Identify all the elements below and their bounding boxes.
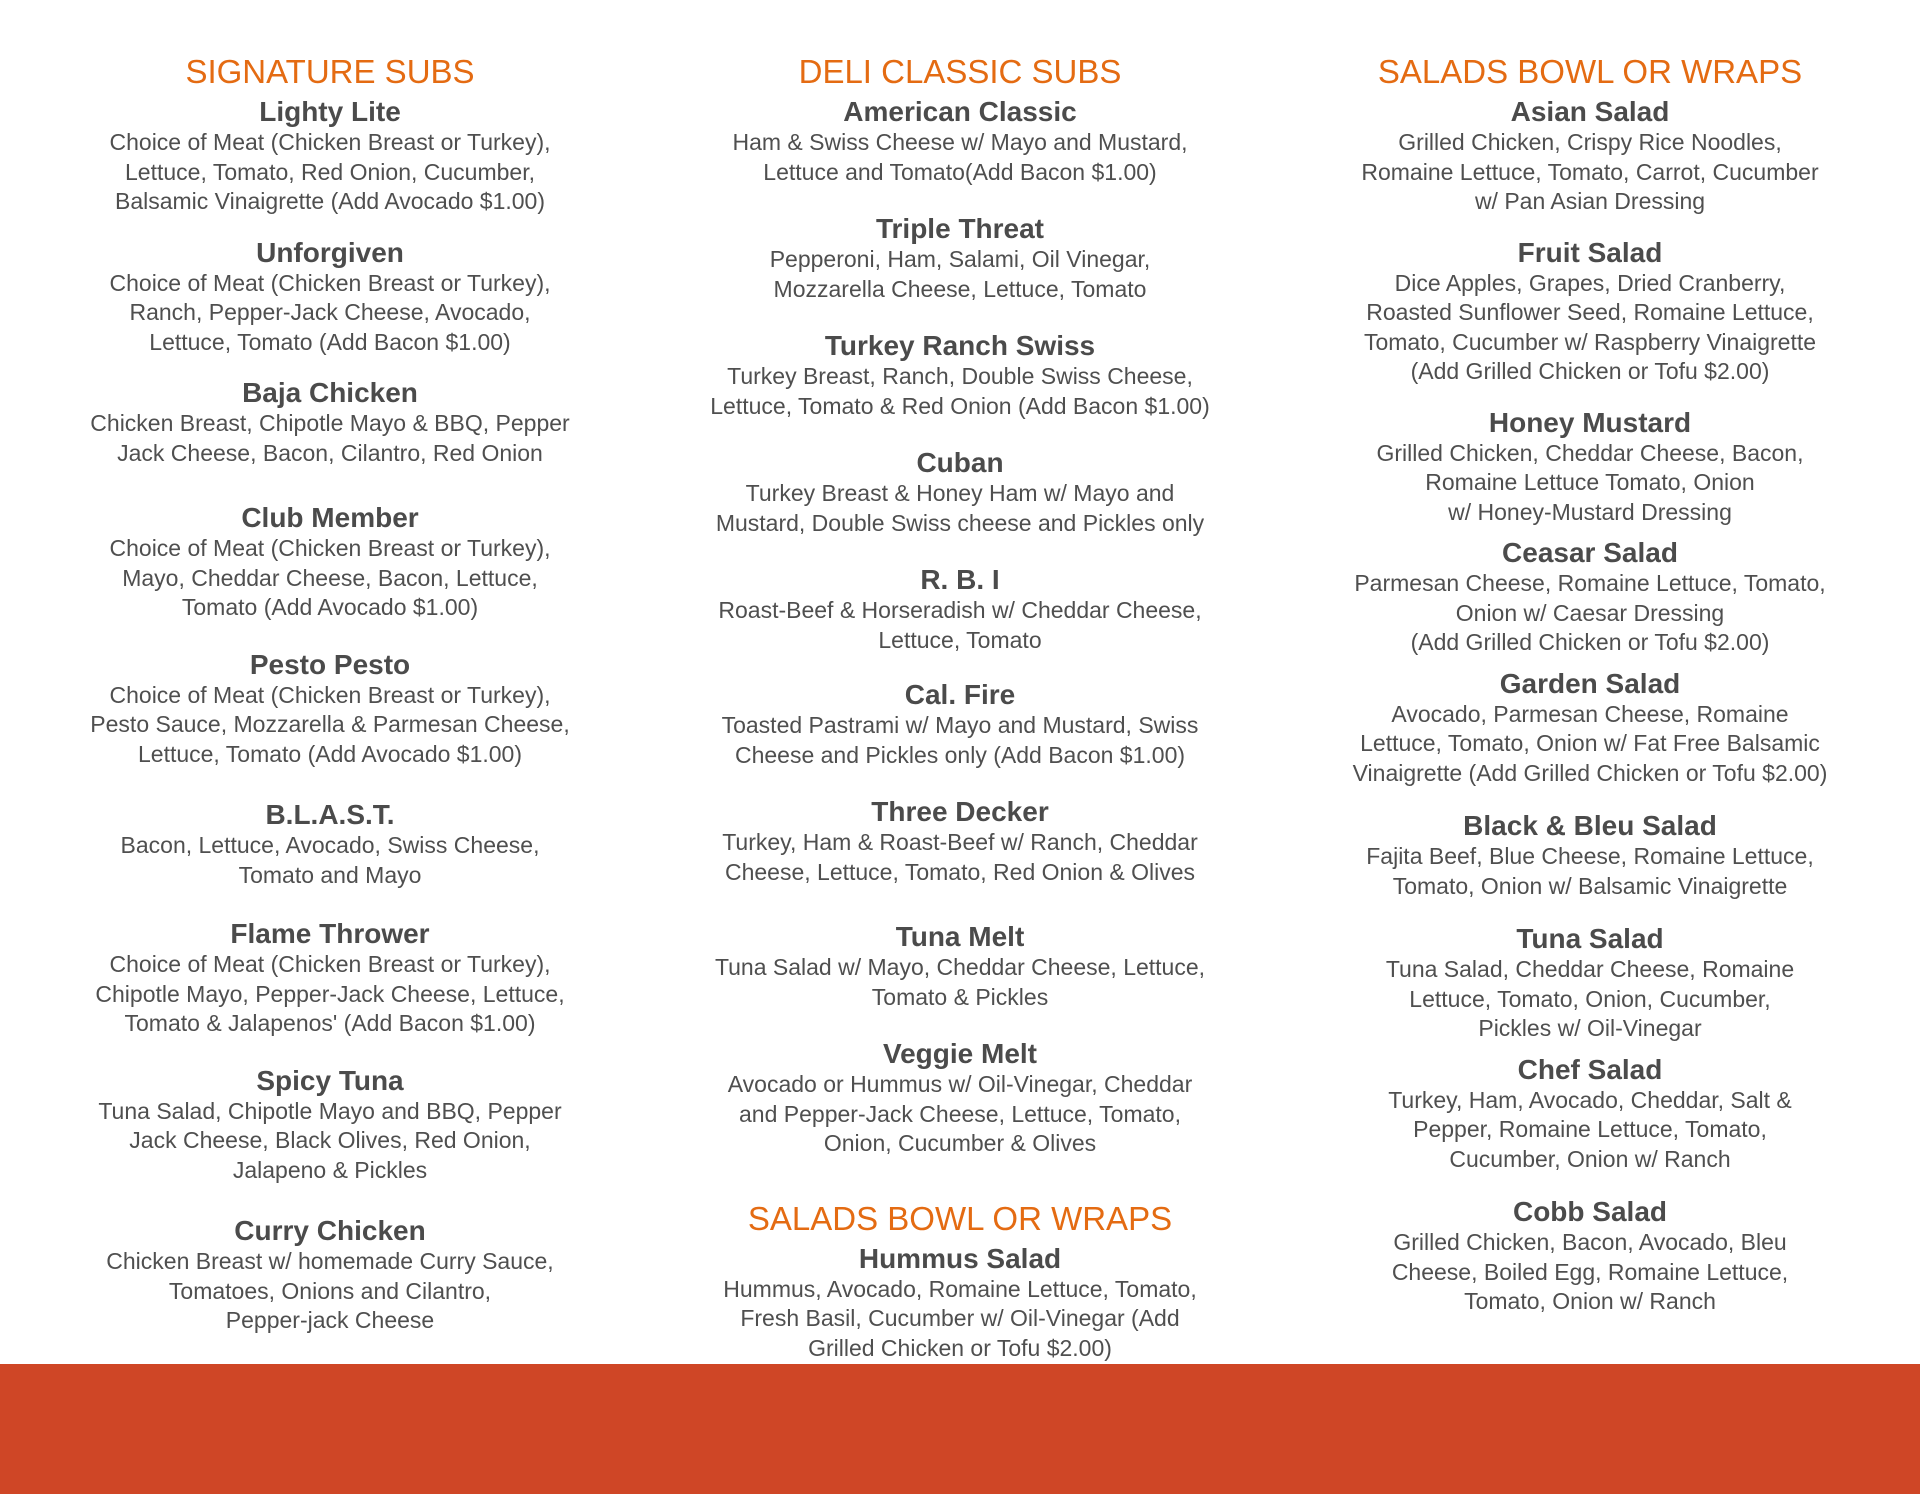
item-description: Turkey, Ham, Avocado, Cheddar, Salt & Pepper, Romaine Lettuce, Tomato, Cucumber, Onion w/ Ranch bbox=[1388, 1086, 1792, 1172]
menu-item bbox=[660, 1038, 1260, 1159]
section-title: SIGNATURE SUBS bbox=[185, 53, 475, 90]
menu-item bbox=[30, 1215, 630, 1336]
item-description: Bacon, Lettuce, Avocado, Swiss Cheese, Tomato and Mayo bbox=[120, 832, 540, 888]
item-description: Turkey Breast & Honey Ham w/ Mayo and Mustard, Double Swiss cheese and Pickles only bbox=[715, 480, 1205, 536]
section-title: DELI CLASSIC SUBS bbox=[798, 53, 1122, 90]
item-name: R. B. I bbox=[920, 564, 1000, 595]
item-name: Curry Chicken bbox=[234, 1215, 426, 1246]
item-description: Turkey Breast, Ranch, Double Swiss Cheese, Lettuce, Tomato & Red Onion (Add Bacon $1.00) bbox=[710, 363, 1210, 419]
menu-item bbox=[660, 447, 1260, 538]
item-name: Honey Mustard bbox=[1488, 406, 1692, 438]
section-title: SALADS BOWL OR WRAPS bbox=[1377, 53, 1803, 90]
menu-item bbox=[30, 799, 630, 890]
item-name: Three Decker bbox=[871, 796, 1049, 827]
item-description: Pepperoni, Ham, Salami, Oil Vinegar, Mozzarella Cheese, Lettuce, Tomato bbox=[769, 246, 1151, 302]
item-description: Choice of Meat (Chicken Breast or Turkey), Chipotle Mayo, Pepper-Jack Cheese, Lettuce, Tomato & Jalapenos' (Add Bacon $1.00) bbox=[95, 951, 565, 1036]
deli-classic-subs-column bbox=[660, 52, 1260, 1381]
menu-item bbox=[660, 679, 1260, 770]
item-description: Grilled Chicken, Crispy Rice Noodles, Romaine Lettuce, Tomato, Carrot, Cucumber w/ Pan Asian Dressing bbox=[1361, 129, 1819, 214]
item-name: Flame Thrower bbox=[230, 918, 430, 949]
item-description: Tuna Salad, Cheddar Cheese, Romaine Lettuce, Tomato, Onion, Cucumber, Pickles w/ Oil-Vinegar bbox=[1385, 956, 1795, 1041]
menu-item bbox=[1290, 96, 1890, 217]
item-name: Tuna Salad bbox=[1516, 923, 1664, 954]
menu-item bbox=[30, 502, 630, 623]
item-name: Baja Chicken bbox=[242, 377, 418, 408]
item-name: Cuban bbox=[916, 447, 1004, 478]
menu-item bbox=[660, 96, 1260, 187]
item-description: Toasted Pastrami w/ Mayo and Mustard, Swiss Cheese and Pickles only (Add Bacon $1.00) bbox=[721, 712, 1199, 768]
item-name: Black & Bleu Salad bbox=[1463, 810, 1717, 841]
item-name: Ceasar Salad bbox=[1502, 537, 1678, 568]
item-description: Hummus, Avocado, Romaine Lettuce, Tomato, Fresh Basil, Cucumber w/ Oil-Vinegar (Add Grilled Chicken or Tofu $2.00) bbox=[723, 1275, 1197, 1361]
item-name: Lighty Lite bbox=[259, 96, 401, 127]
item-description: Avocado, Parmesan Cheese, Romaine Lettuce, Tomato, Onion w/ Fat Free Balsamic Vinaigrette (Add Grilled Chicken or Tofu $2.00) bbox=[1352, 700, 1828, 786]
menu-item bbox=[1290, 407, 1890, 528]
item-name: Triple Threat bbox=[875, 213, 1045, 244]
item-name: Pesto Pesto bbox=[249, 648, 411, 680]
item-name: Chef Salad bbox=[1517, 1053, 1663, 1085]
menu-item bbox=[1290, 668, 1890, 789]
menu-item bbox=[660, 330, 1260, 421]
item-description: Avocado or Hummus w/ Oil-Vinegar, Cheddar and Pepper-Jack Cheese, Lettuce, Tomato, Onion, Cucumber & Olives bbox=[727, 1071, 1193, 1156]
item-name: Cal. Fire bbox=[904, 679, 1016, 710]
item-description: Choice of Meat (Chicken Breast or Turkey), Lettuce, Tomato, Red Onion, Cucumber, Balsamic Vinaigrette (Add Avocado $1.00) bbox=[109, 129, 551, 214]
item-description: Parmesan Cheese, Romaine Lettuce, Tomato, Onion w/ Caesar Dressing (Add Grilled Chicken or Tofu $2.00) bbox=[1354, 570, 1826, 655]
menu-item bbox=[30, 918, 630, 1039]
item-description: Grilled Chicken, Cheddar Cheese, Bacon, Romaine Lettuce Tomato, Onion w/ Honey-Mustard Dressing bbox=[1376, 439, 1804, 525]
item-name: Unforgiven bbox=[256, 236, 404, 268]
item-description: Chicken Breast w/ homemade Curry Sauce, Tomatoes, Onions and Cilantro, Pepper-jack Cheese bbox=[106, 1248, 554, 1333]
menu-item bbox=[30, 237, 630, 358]
item-name: American Classic bbox=[843, 96, 1077, 127]
menu-item bbox=[660, 796, 1260, 887]
item-name: Cobb Salad bbox=[1512, 1196, 1667, 1227]
item-description: Choice of Meat (Chicken Breast or Turkey), Ranch, Pepper-Jack Cheese, Avocado, Lettuce, Tomato (Add Bacon $1.00) bbox=[109, 269, 551, 355]
item-description: Choice of Meat (Chicken Breast or Turkey), Pesto Sauce, Mozzarella & Parmesan Cheese, Lettuce, Tomato (Add Avocado $1.00) bbox=[90, 681, 570, 767]
item-name: Tuna Melt bbox=[895, 921, 1025, 952]
item-description: Ham & Swiss Cheese w/ Mayo and Mustard, Lettuce and Tomato(Add Bacon $1.00) bbox=[732, 129, 1188, 185]
menu-item bbox=[660, 1243, 1260, 1364]
menu-item bbox=[1290, 923, 1890, 1044]
item-name: B.L.A.S.T. bbox=[265, 799, 395, 830]
signature-subs-column bbox=[30, 52, 630, 1356]
menu-item bbox=[1290, 537, 1890, 658]
item-description: Chicken Breast, Chipotle Mayo & BBQ, Pepper Jack Cheese, Bacon, Cilantro, Red Onion bbox=[90, 410, 570, 466]
menu-item bbox=[30, 649, 630, 770]
item-name: Hummus Salad bbox=[858, 1242, 1062, 1274]
item-name: Turkey Ranch Swiss bbox=[824, 330, 1096, 361]
menu-item bbox=[660, 921, 1260, 1012]
item-description: Dice Apples, Grapes, Dried Cranberry, Roasted Sunflower Seed, Romaine Lettuce, Tomato, Cucumber w/ Raspberry Vinaigrette (Add Grilled Chicken or Tofu $2.00) bbox=[1363, 269, 1817, 384]
item-name: Spicy Tuna bbox=[256, 1064, 404, 1096]
menu-item bbox=[1290, 1196, 1890, 1317]
menu-item bbox=[30, 1065, 630, 1186]
menu-item bbox=[660, 213, 1260, 304]
salads-bowl-or-wraps-column bbox=[1290, 52, 1890, 1333]
item-name: Veggie Melt bbox=[882, 1038, 1038, 1069]
menu-item bbox=[1290, 1054, 1890, 1175]
item-description: Fajita Beef, Blue Cheese, Romaine Lettuce, Tomato, Onion w/ Balsamic Vinaigrette bbox=[1366, 843, 1814, 899]
item-description: Tuna Salad w/ Mayo, Cheddar Cheese, Lettuce, Tomato & Pickles bbox=[714, 954, 1206, 1010]
item-name: Club Member bbox=[241, 502, 419, 533]
footer-band bbox=[0, 1364, 1920, 1494]
item-name: Asian Salad bbox=[1510, 96, 1670, 127]
item-name: Fruit Salad bbox=[1517, 236, 1663, 268]
menu-item bbox=[30, 96, 630, 217]
menu-item bbox=[1290, 810, 1890, 901]
item-description: Roast-Beef & Horseradish w/ Cheddar Cheese, Lettuce, Tomato bbox=[718, 597, 1202, 653]
item-description: Tuna Salad, Chipotle Mayo and BBQ, Pepper Jack Cheese, Black Olives, Red Onion, Jalapeno & Pickles bbox=[98, 1097, 562, 1183]
menu-item bbox=[30, 377, 630, 468]
item-description: Grilled Chicken, Bacon, Avocado, Bleu Cheese, Boiled Egg, Romaine Lettuce, Tomato, Onion w/ Ranch bbox=[1391, 1229, 1789, 1314]
sub-section-title: SALADS BOWL OR WRAPS bbox=[747, 1199, 1173, 1237]
item-name: Garden Salad bbox=[1499, 667, 1681, 699]
item-description: Choice of Meat (Chicken Breast or Turkey), Mayo, Cheddar Cheese, Bacon, Lettuce, Tomato (Add Avocado $1.00) bbox=[109, 535, 551, 620]
item-description: Turkey, Ham & Roast-Beef w/ Ranch, Cheddar Cheese, Lettuce, Tomato, Red Onion & Olives bbox=[722, 829, 1198, 885]
menu-item bbox=[1290, 237, 1890, 387]
menu-item bbox=[660, 564, 1260, 655]
